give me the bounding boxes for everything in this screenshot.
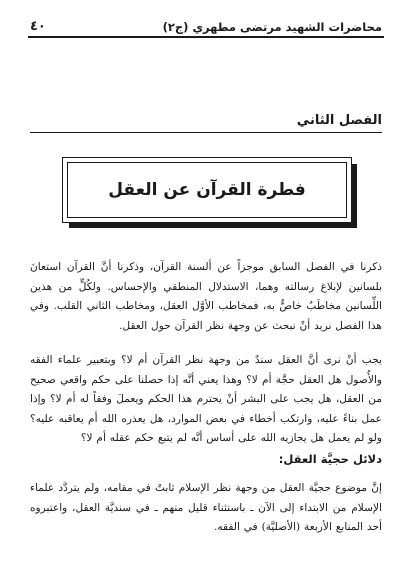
header-rule bbox=[28, 36, 384, 38]
chapter-title: فطرة القرآن عن العقل bbox=[108, 180, 306, 200]
body-paragraph-1: ذكرنا في الفصل السابق موجزاً عن ألسنة القرآن، وذكرنا أنَّ القرآن استعانَ بلسانين لإبلاغ رسالته وهما، الاستدلال المنطقي والإحساس. ولكُلٍّ من هذين اللِّسانين مخاطَبٌ خاصٌّ به، فمخاطب الأوَّل العقل، ومخاطب الثاني القلب. وفي هذا الفصل نريد أنْ نبحث عن وجهة نظر القرآن حول العقل. bbox=[30, 261, 382, 332]
page-number: ٤٠ bbox=[30, 19, 46, 34]
section-heading: دلائل حجيَّة العقل: bbox=[278, 452, 382, 466]
page-header bbox=[30, 12, 382, 34]
running-title: محاضرات الشهيد مرتضى مطهري (ج٢) bbox=[162, 20, 382, 34]
chapter-label: الفصل الثاني bbox=[296, 113, 382, 128]
chapter-title-box bbox=[62, 157, 352, 223]
section-paragraph: إنَّ موضوع حجيَّة العقل من وجهة نظر الإسلام ثابتٌ في مقامه، ولم يتردَّد علماء الإسلام من الابتداء إلى الآن ـ باستثناء قليل منهم ـ في سنديَّة العقل، واعتبروه أحد المنابع الأربعة (الأصليَّة) في الفقه. bbox=[30, 482, 382, 534]
body-paragraph-2: يجب أنْ نرى أنَّ العقل سندٌ من وجهة نظر القرآن أم لا؟ وبتعبير علماء الفقه والأُصول هل العقل حجَّة أم لا؟ وهذا يعني أنَّه إذا حصلنا على حكم واقعي صحيح من العقل، هل يجب على البشر أنْ يحترم هذا الحكم ويعملَ وفقاً له أم لا؟ وإذا عمل بناءً عليه، وارتكب أخطاء في بعض الموارد، هل يعذره الله أم يعاقبه عليه؟ ولو لم يعمل هل يجازيه الله على أساس أنَّه لم يتبع حكم عقله أم لا؟ bbox=[30, 354, 382, 445]
chapter-underline bbox=[30, 132, 382, 133]
